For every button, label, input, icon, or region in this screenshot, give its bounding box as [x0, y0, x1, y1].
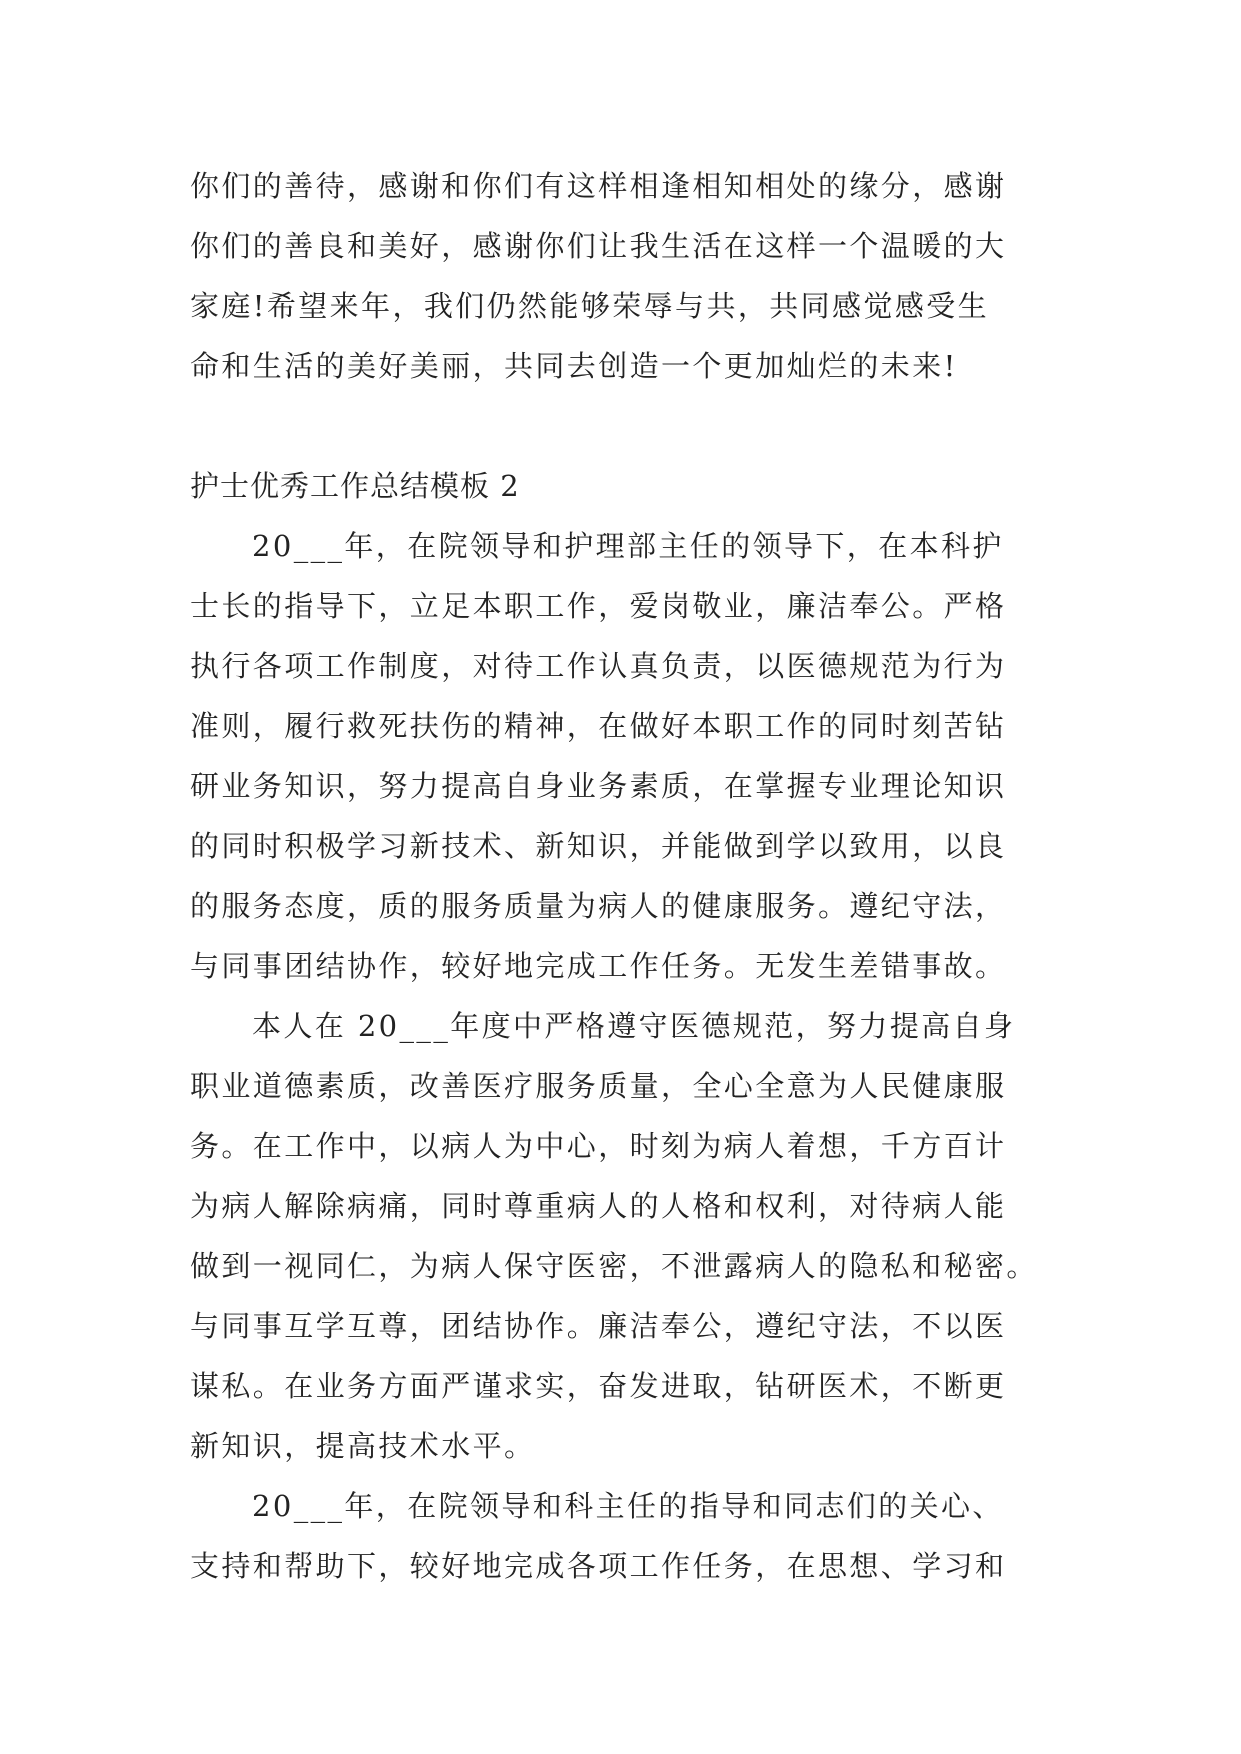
text-line: 执行各项工作制度，对待工作认真负责，以医德规范为行为	[190, 649, 1007, 683]
paragraph-1	[190, 516, 1050, 996]
text-line: 命和生活的美好美丽，共同去创造一个更加灿烂的未来!	[190, 349, 958, 383]
text-line: 为病人解除病痛，同时尊重病人的人格和权利，对待病人能	[190, 1189, 1007, 1223]
text-line: 与同事团结协作，较好地完成工作任务。无发生差错事故。	[190, 949, 1007, 983]
paragraph-spacer	[190, 396, 1050, 456]
text-line: 本人在 20___年度中严格遵守医德规范，努力提高自身	[252, 1009, 1016, 1043]
paragraph-3	[190, 1476, 1050, 1596]
text-line: 新知识，提高技术水平。	[190, 1429, 536, 1463]
text-line: 研业务知识，努力提高自身业务素质，在掌握专业理论知识	[190, 769, 1007, 803]
text-line: 的服务态度，质的服务质量为病人的健康服务。遵纪守法，	[190, 889, 1007, 923]
section-title: 护士优秀工作总结模板 2	[190, 469, 520, 503]
intro-paragraph	[190, 156, 1050, 396]
text-line: 家庭!希望来年，我们仍然能够荣辱与共，共同感觉感受生	[190, 289, 990, 323]
text-line: 20___年，在院领导和科主任的指导和同志们的关心、	[252, 1489, 1004, 1523]
text-line: 做到一视同仁，为病人保守医密，不泄露病人的隐私和秘密。	[190, 1249, 1038, 1283]
document-body	[190, 156, 1050, 1596]
text-line: 务。在工作中，以病人为中心，时刻为病人着想，千方百计	[190, 1129, 1007, 1163]
text-line: 准则，履行救死扶伤的精神，在做好本职工作的同时刻苦钻	[190, 709, 1007, 743]
text-line: 的同时积极学习新技术、新知识，并能做到学以致用，以良	[190, 829, 1007, 863]
text-line: 你们的善良和美好，感谢你们让我生活在这样一个温暖的大	[190, 229, 1007, 263]
text-line: 与同事互学互尊，团结协作。廉洁奉公，遵纪守法，不以医	[190, 1309, 1007, 1343]
text-line: 士长的指导下，立足本职工作，爱岗敬业，廉洁奉公。严格	[190, 589, 1007, 623]
text-line: 谋私。在业务方面严谨求实，奋发进取，钻研医术，不断更	[190, 1369, 1007, 1403]
text-line: 20___年，在院领导和护理部主任的领导下，在本科护	[252, 529, 1004, 563]
text-line: 职业道德素质，改善医疗服务质量，全心全意为人民健康服	[190, 1069, 1007, 1103]
text-line: 你们的善待，感谢和你们有这样相逢相知相处的缘分，感谢	[190, 169, 1007, 203]
text-line: 支持和帮助下，较好地完成各项工作任务，在思想、学习和	[190, 1549, 1007, 1583]
paragraph-2	[190, 996, 1050, 1476]
